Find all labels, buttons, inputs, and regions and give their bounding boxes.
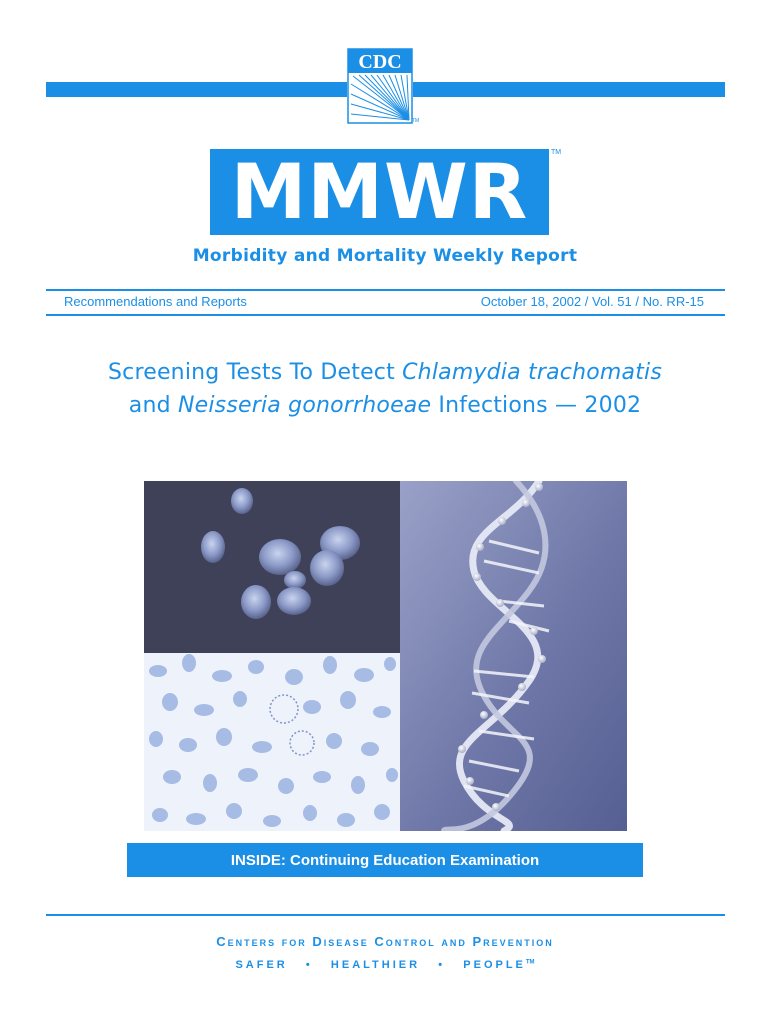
agency-tagline <box>0 959 770 971</box>
title-line-1: Screening Tests To Detect Chlamydia trachomatis <box>107 360 662 385</box>
organism-chlamydia: Chlamydia trachomatis <box>402 360 662 385</box>
stained-smear-image <box>144 653 400 831</box>
tagline-tm: TM <box>525 959 535 966</box>
series-label: Recommendations and Reports <box>64 294 247 309</box>
header-rule-bottom <box>46 314 725 316</box>
report-subtitle: Morbidity and Mortality Weekly Report <box>192 246 578 266</box>
footer-rule <box>46 914 725 916</box>
micrograph-cells-image <box>144 481 400 653</box>
inside-ce-banner: INSIDE: Continuing Education Examination <box>127 843 643 877</box>
issue-info: October 18, 2002 / Vol. 51 / No. RR-15 <box>480 294 704 309</box>
masthead-tm: TM <box>551 149 562 156</box>
agency-name: Centers for Disease Control and Prevention <box>216 934 554 949</box>
title-line-2: and Neisseria gonorrhoeae Infections — 2002 <box>128 393 642 418</box>
tagline-healthier: HEALTHIER <box>330 959 421 971</box>
cdc-tm: TM <box>412 118 420 124</box>
masthead-text: MMWR <box>230 147 529 236</box>
organism-neisseria: Neisseria gonorrhoeae <box>177 393 432 418</box>
cdc-logo-text: CDC <box>358 51 402 73</box>
cdc-logo <box>347 48 413 124</box>
dna-helix-image <box>400 481 627 831</box>
tagline-safer: SAFER <box>235 959 288 971</box>
tagline-sep-2: • <box>438 959 446 971</box>
cover-image-collage <box>144 481 627 831</box>
tagline-people: PEOPLE <box>463 959 526 971</box>
header-rule-top <box>46 289 725 291</box>
report-title <box>40 356 730 422</box>
masthead-title <box>210 149 549 235</box>
tagline-sep-1: • <box>305 959 313 971</box>
